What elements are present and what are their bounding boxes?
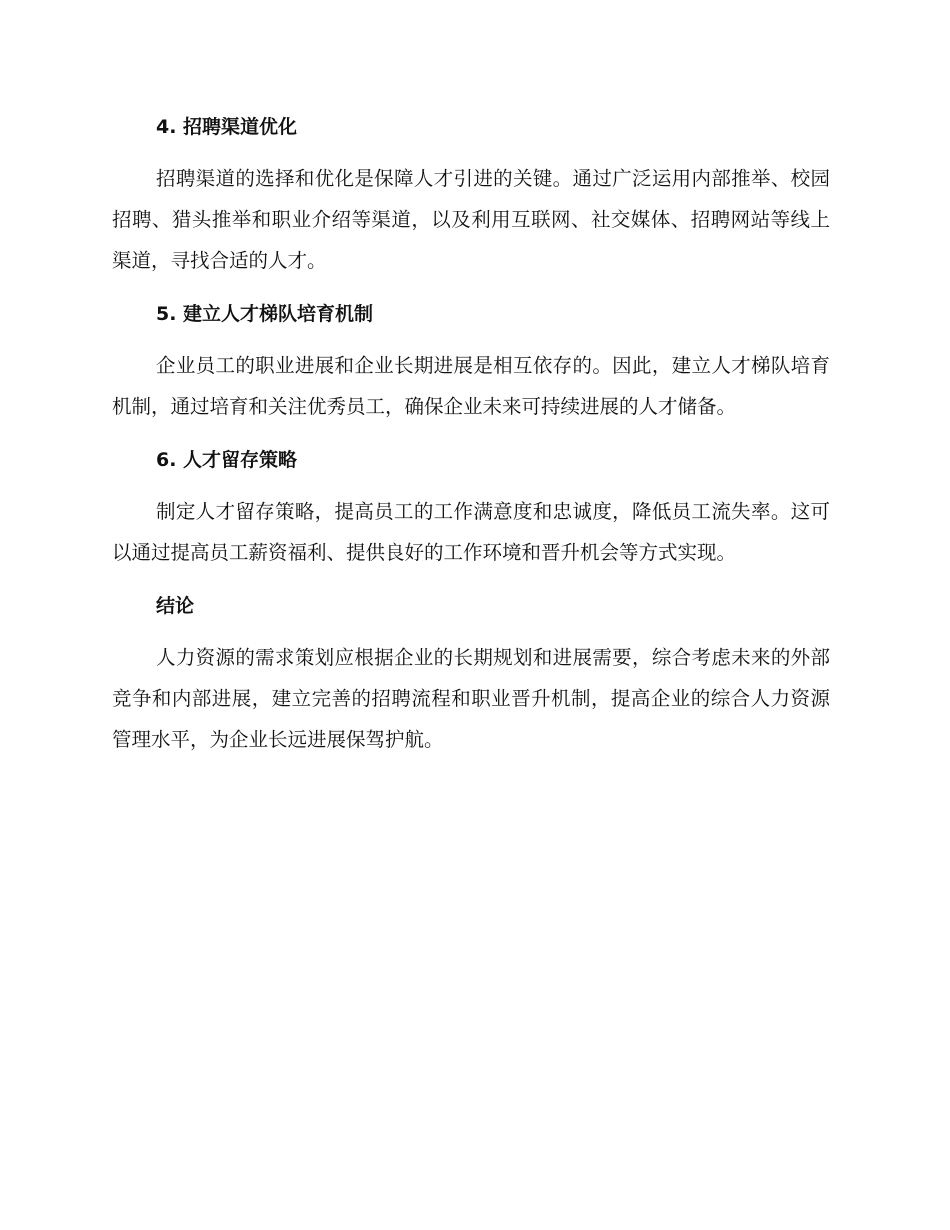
document-page bbox=[112, 108, 830, 774]
section-paragraph-recruitment-channels: 招聘渠道的选择和优化是保障人才引进的关键。通过广泛运用内部推举、校园招聘、猎头推举和职业介绍等渠道，以及利用互联网、社交媒体、招聘网站等线上渠道，寻找合适的人才。 bbox=[112, 167, 830, 272]
section-paragraph-talent-retention: 制定人才留存策略，提高员工的工作满意度和忠诚度，降低员工流失率。这可以通过提高员工薪资福利、提供良好的工作环境和晋升机会等方式实现。 bbox=[112, 500, 830, 564]
section-heading-conclusion: 结论 bbox=[156, 595, 195, 617]
section-heading-talent-retention: 6. 人才留存策略 bbox=[156, 449, 298, 471]
section-paragraph-conclusion: 人力资源的需求策划应根据企业的长期规划和进展需要，综合考虑未来的外部竞争和内部进展，建立完善的招聘流程和职业晋升机制，提高企业的综合人力资源管理水平，为企业长远进展保驾护航。 bbox=[112, 646, 830, 751]
section-paragraph-talent-pipeline: 企业员工的职业进展和企业长期进展是相互依存的。因此，建立人才梯队培育机制，通过培育和关注优秀员工，确保企业未来可持续进展的人才储备。 bbox=[112, 354, 830, 418]
section-heading-recruitment-channels: 4. 招聘渠道优化 bbox=[156, 116, 298, 138]
section-heading-talent-pipeline: 5. 建立人才梯队培育机制 bbox=[156, 303, 374, 325]
